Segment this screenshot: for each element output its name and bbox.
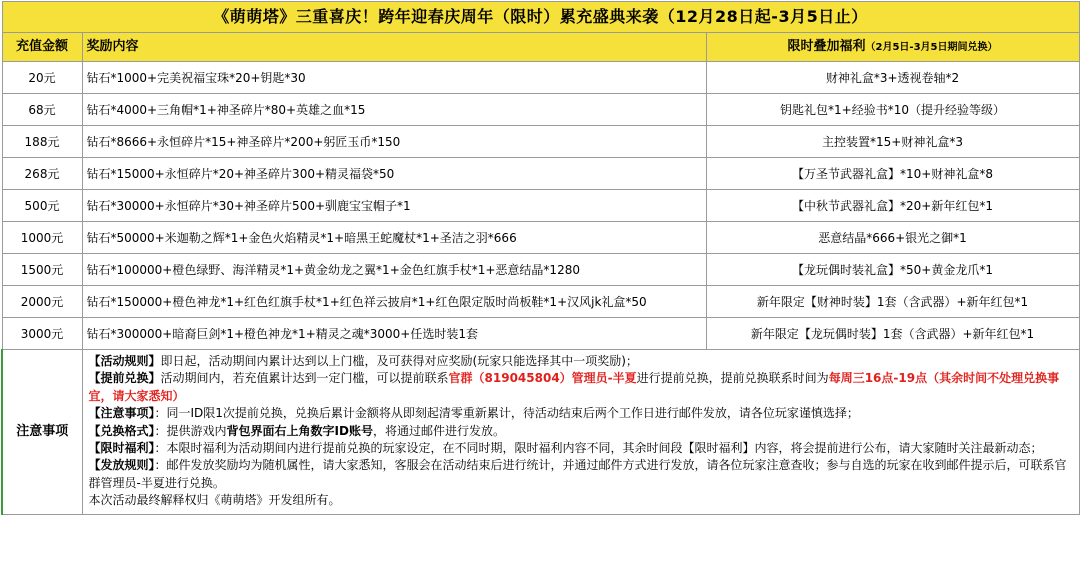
row-amount: 1000元 xyxy=(2,222,82,254)
table-row xyxy=(2,190,1079,222)
row-content: 钻石*100000+橙色绿野、海洋精灵*1+黄金幼龙之翼*1+金色红旗手杖*1+恶意结晶*1280 xyxy=(82,254,706,286)
note-advance-text-2: 进行提前兑换，提前兑换联系时间为 xyxy=(636,371,829,386)
row-amount: 2000元 xyxy=(2,286,82,318)
row-content: 钻石*8666+永恒碎片*15+神圣碎片*200+躬匠玉币*150 xyxy=(82,126,706,158)
row-amount: 268元 xyxy=(2,158,82,190)
table-row xyxy=(2,62,1079,94)
row-amount: 3000元 xyxy=(2,318,82,350)
table-header xyxy=(2,33,1079,62)
row-content: 钻石*4000+三角帽*1+神圣碎片*80+英雄之血*15 xyxy=(82,94,706,126)
note-advance-contact: 官群（819045804）管理员-半夏 xyxy=(448,371,637,386)
table-row xyxy=(2,254,1079,286)
note-limited xyxy=(89,440,1073,457)
row-limited: 恶意结晶*666+银光之御*1 xyxy=(706,222,1079,254)
row-limited: 【龙玩偶时装礼盒】*50+黄金龙爪*1 xyxy=(706,254,1079,286)
note-dispatch-text: ：邮件发放奖励均为随机属性，请大家悉知，客服会在活动结束后进行统计，并通过邮件方式进行发放，请各位玩家注意查收；参与自选的玩家在收到邮件提示后，可联系官群管理员-半夏进行兑换。 xyxy=(88,458,1067,490)
row-content: 钻石*300000+暗裔巨剑*1+橙色神龙*1+精灵之魂*3000+任选时装1套 xyxy=(82,318,706,350)
row-limited: 【中秋节武器礼盒】*20+新年红包*1 xyxy=(706,190,1079,222)
note-dispatch-title: 【发放规则】 xyxy=(88,458,155,473)
note-rule-text: 即日起，活动期间内累计达到以上门槛，及可获得对应奖励(玩家只能选择其中一项奖励)； xyxy=(160,354,638,368)
row-content: 钻石*15000+永恒碎片*20+神圣碎片300+精灵福袋*50 xyxy=(82,158,706,190)
row-amount: 188元 xyxy=(2,126,82,158)
note-format xyxy=(89,423,1073,440)
note-format-id: 背包界面右上角数字ID账号 xyxy=(226,423,373,438)
note-format-title: 【兑换格式】 xyxy=(88,423,155,438)
header-content: 奖励内容 xyxy=(82,33,706,62)
row-limited: 【万圣节武器礼盒】*10+财神礼盒*8 xyxy=(706,158,1079,190)
table-row xyxy=(2,126,1079,158)
table-row xyxy=(2,222,1079,254)
row-content: 钻石*150000+橙色神龙*1+红色红旗手杖*1+红色祥云披肩*1+红色限定版时尚板鞋*1+汉风jk礼盒*50 xyxy=(82,286,706,318)
event-title: 《萌萌塔》三重喜庆！跨年迎春庆周年（限时）累充盛典来袭（12月28日起-3月5日止） xyxy=(2,2,1079,33)
note-attention-title: 【注意事项】 xyxy=(88,406,155,421)
row-content: 钻石*1000+完美祝福宝珠*20+钥匙*30 xyxy=(82,62,706,94)
note-advance-text-1: 活动期间内，若充值累计达到一定门槛，可以提前联系 xyxy=(160,371,449,386)
header-limited-period: （2月5日-3月5日期间兑换） xyxy=(865,41,998,53)
note-format-text-2: ，将通过邮件进行发放。 xyxy=(372,423,505,438)
row-content: 钻石*30000+永恒碎片*30+神圣碎片500+驯鹿宝宝帽子*1 xyxy=(82,190,706,222)
row-content: 钻石*50000+米迦勒之辉*1+金色火焰精灵*1+暗黑王蛇魔杖*1+圣洁之羽*666 xyxy=(82,222,706,254)
note-format-text-1: ：提供游戏内 xyxy=(154,423,227,438)
note-dispatch xyxy=(89,457,1073,492)
row-amount: 500元 xyxy=(2,190,82,222)
note-rule-title: 【活动规则】 xyxy=(88,354,161,368)
notes-body xyxy=(82,350,1079,515)
note-advance xyxy=(89,370,1073,405)
table-row xyxy=(2,286,1079,318)
note-advance-time: 每周三16点-19点 xyxy=(828,371,928,386)
row-amount: 68元 xyxy=(2,94,82,126)
row-limited: 新年限定【财神时装】1套（含武器）+新年红包*1 xyxy=(706,286,1079,318)
row-limited: 财神礼盒*3+透视卷轴*2 xyxy=(706,62,1079,94)
note-advance-title: 【提前兑换】 xyxy=(88,371,161,386)
row-amount: 1500元 xyxy=(2,254,82,286)
note-advance-warning: （其余时间不处理兑换事宜，请大家悉知） xyxy=(88,371,1060,403)
note-limited-title: 【限时福利】 xyxy=(88,441,155,456)
table-row xyxy=(2,318,1079,350)
note-attention xyxy=(89,405,1073,422)
row-limited: 钥匙礼包*1+经验书*10（提升经验等级） xyxy=(706,94,1079,126)
notes-row xyxy=(2,350,1079,515)
table-row xyxy=(2,158,1079,190)
header-amount: 充值金额 xyxy=(2,33,82,62)
reward-table xyxy=(1,1,1080,515)
note-attention-text: ：同一ID限1次提前兑换，兑换后累计金额将从即刻起清零重新累计，待活动结束后两个工作日进行邮件发放，请各位玩家谨慎选择； xyxy=(154,406,859,421)
notes-label: 注意事项 xyxy=(2,350,82,515)
note-rule xyxy=(89,353,1073,370)
note-final: 本次活动最终解释权归《萌萌塔》开发组所有。 xyxy=(88,493,341,508)
row-limited: 主控装置*15+财神礼盒*3 xyxy=(706,126,1079,158)
header-limited xyxy=(706,33,1079,62)
row-amount: 20元 xyxy=(2,62,82,94)
note-limited-text: ：本限时福利为活动期间内进行提前兑换的玩家设定，在不同时期，限时福利内容不同，其余时间段【限时福利】内容，将会提前进行公布，请大家随时关注最新动态； xyxy=(154,441,1043,456)
header-limited-label: 限时叠加福利 xyxy=(787,38,866,54)
table-row xyxy=(2,94,1079,126)
row-limited: 新年限定【龙玩偶时装】1套（含武器）+新年红包*1 xyxy=(706,318,1079,350)
